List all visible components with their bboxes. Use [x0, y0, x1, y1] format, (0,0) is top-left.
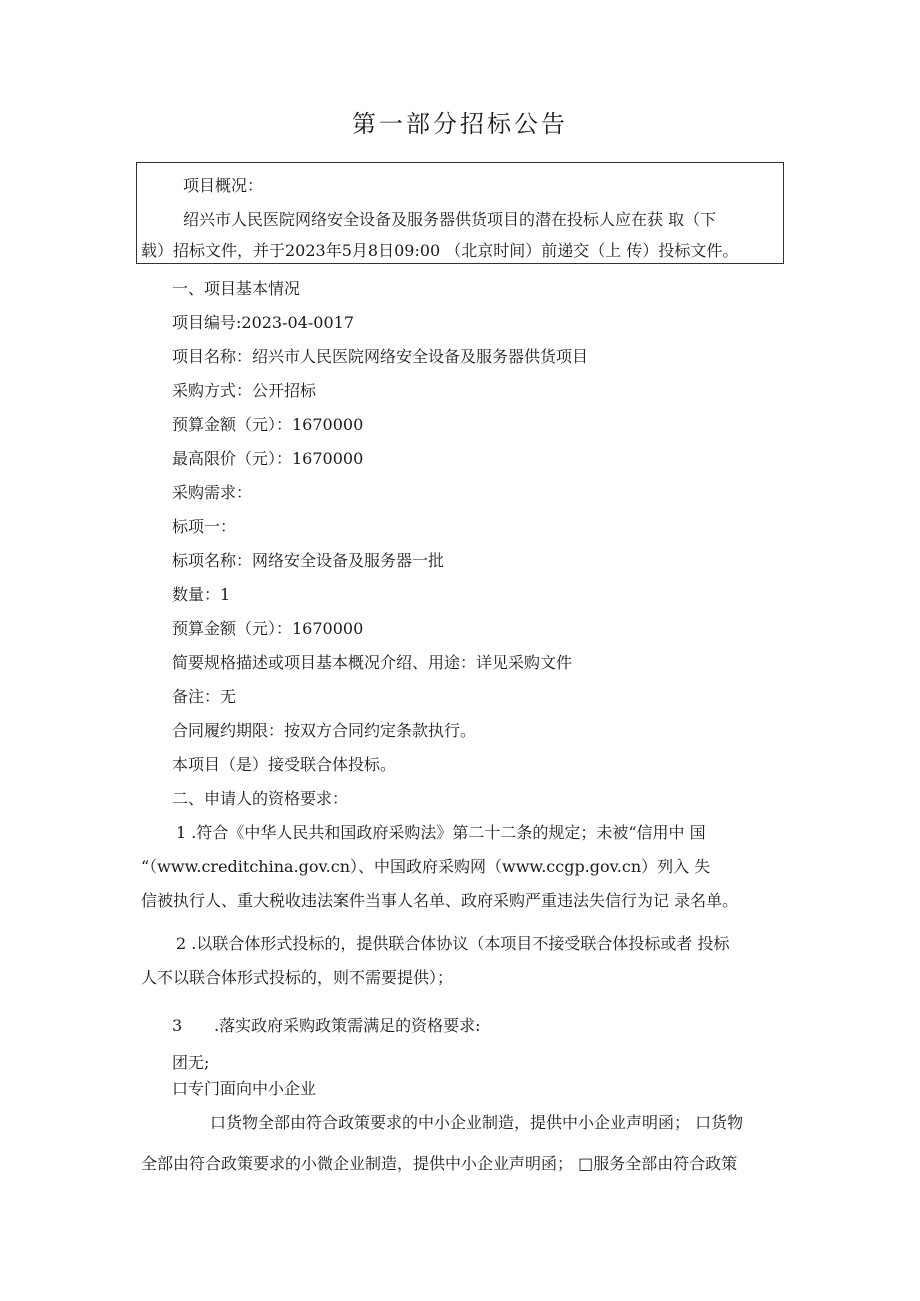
lot-label: 标项一：	[172, 517, 237, 536]
sme-detail-line-2: 全部由符合政策要求的小微企业制造，提供中小企业声明函； □服务全部由符合政策	[141, 1154, 738, 1173]
max-price: 最高限价（元）：1670000	[172, 449, 364, 468]
overview-heading: 项目概况：	[183, 176, 264, 195]
policy-option-none: 团无;	[172, 1053, 210, 1072]
contract-period: 合同履约期限：按双方合同约定条款执行。	[172, 721, 477, 740]
lot-name: 标项名称：网络安全设备及服务器一批	[172, 551, 445, 570]
budget-amount: 预算金额（元）：1670000	[172, 415, 364, 434]
section2-heading: 二、申请人的资格要求：	[172, 789, 349, 808]
policy-option-sme: 口专门面向中小企业	[172, 1079, 317, 1098]
project-name: 项目名称：绍兴市人民医院网络安全设备及服务器供货项目	[172, 347, 589, 366]
section1-heading: 一、项目基本情况	[172, 279, 301, 298]
purchase-requirements-label: 采购需求：	[172, 483, 253, 502]
overview-text-line-1: 绍兴市人民医院网络安全设备及服务器供货项目的潜在投标人应在获 取（下	[183, 210, 717, 229]
consortium-acceptance: 本项目（是）接受联合体投标。	[172, 755, 397, 774]
lot-quantity: 数量：1	[172, 585, 231, 604]
qualification-1-line-1: 1 .符合《中华人民共和国政府采购法》第二十二条的规定；未被“信用中 国	[176, 823, 706, 842]
page-title: 第一部分招标公告	[352, 110, 568, 138]
qualification-1-line-3: 信被执行人、重大税收违法案件当事人名单、政府采购严重违法失信行为记 录名单。	[141, 891, 739, 910]
qualification-3-text: .落实政府采购政策需满足的资格要求:	[214, 1016, 481, 1035]
overview-text-line-2: 载）招标文件，并于2023年5月8日09:00 （北京时间）前递交（上 传）投标文件。	[141, 241, 739, 260]
sme-detail-line-1: 口货物全部由符合政策要求的中小企业制造，提供中小企业声明函； 口货物	[210, 1113, 744, 1132]
lot-description: 简要规格描述或项目基本概况介绍、用途：详见采购文件	[172, 653, 573, 672]
project-number: 项目编号:2023-04-0017	[172, 313, 355, 332]
lot-budget: 预算金额（元）：1670000	[172, 619, 364, 638]
qualification-1-line-2: “（www.creditchina.gov.cn）、中国政府采购网（www.ccgp.gov.cn）列入 失	[141, 857, 711, 876]
qualification-2-line-1: 2 .以联合体形式投标的，提供联合体协议（本项目不接受联合体投标或者 投标	[176, 934, 730, 953]
lot-remark: 备注：无	[172, 687, 237, 706]
purchase-method: 采购方式：公开招标	[172, 381, 317, 400]
qualification-2-line-2: 人不以联合体形式投标的，则不需要提供）；	[141, 968, 454, 987]
qualification-3-number: 3	[172, 1016, 183, 1035]
